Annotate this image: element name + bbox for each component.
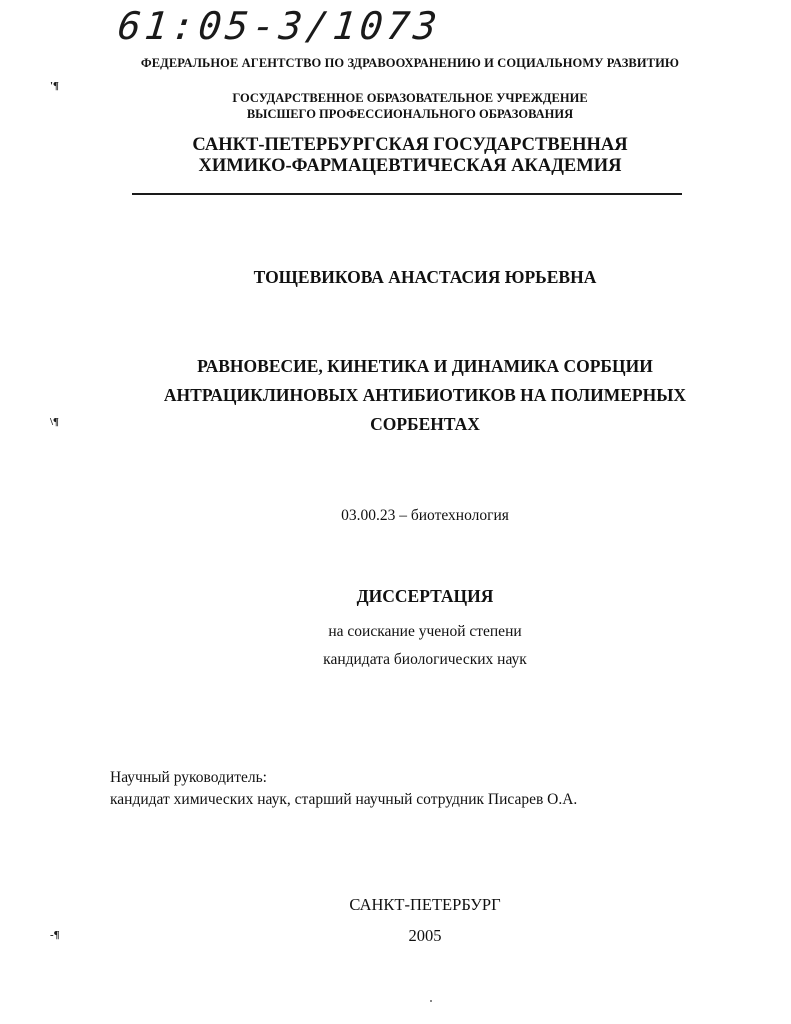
city: САНКТ-ПЕТЕРБУРГ	[349, 895, 501, 914]
margin-mark-middle: \¶	[50, 416, 59, 428]
academy-name	[100, 135, 720, 177]
scan-speck	[430, 1000, 432, 1002]
academy-line-2: ХИМИКО-ФАРМАЦЕВТИЧЕСКАЯ АКАДЕМИЯ	[198, 156, 622, 176]
title-line-1: РАВНОВЕСИЕ, КИНЕТИКА И ДИНАМИКА СОРБЦИИ	[197, 356, 653, 376]
dissertation-title	[100, 352, 750, 439]
handwritten-archive-number: 61:05-3/1073	[115, 4, 443, 48]
degree-line-2: кандидата биологических наук	[323, 651, 527, 668]
specialty-code: 03.00.23 – биотехнология	[341, 507, 509, 524]
supervisor-name: кандидат химических наук, старший научный сотрудник Писарев О.А.	[110, 791, 578, 808]
margin-mark-bottom: -¶	[50, 929, 60, 941]
author-name: ТОЩЕВИКОВА АНАСТАСИЯ ЮРЬЕВНА	[253, 267, 597, 287]
agency-name: ФЕДЕРАЛЬНОЕ АГЕНТСТВО ПО ЗДРАВООХРАНЕНИЮ И СОЦИАЛЬНОМУ РАЗВИТИЮ	[140, 56, 680, 70]
margin-mark-top: '¶	[50, 80, 59, 92]
title-line-3: СОРБЕНТАХ	[370, 414, 480, 434]
institution-line-1: ГОСУДАРСТВЕННОЕ ОБРАЗОВАТЕЛЬНОЕ УЧРЕЖДЕНИЕ	[232, 91, 588, 105]
academy-line-1: САНКТ-ПЕТЕРБУРГСКАЯ ГОСУДАРСТВЕННАЯ	[192, 135, 628, 155]
header-divider	[132, 193, 682, 195]
institution-name	[100, 90, 720, 122]
institution-line-2: ВЫСШЕГО ПРОФЕССИОНАЛЬНОГО ОБРАЗОВАНИЯ	[246, 107, 574, 121]
supervisor-label: Научный руководитель:	[110, 769, 267, 786]
document-type: ДИССЕРТАЦИЯ	[356, 586, 494, 606]
title-line-2: АНТРАЦИКЛИНОВЫХ АНТИБИОТИКОВ НА ПОЛИМЕРНЫХ	[163, 385, 687, 405]
supervisor-block	[110, 767, 577, 811]
degree-statement	[100, 618, 750, 674]
year: 2005	[408, 926, 442, 945]
degree-line-1: на соискание ученой степени	[328, 623, 522, 640]
